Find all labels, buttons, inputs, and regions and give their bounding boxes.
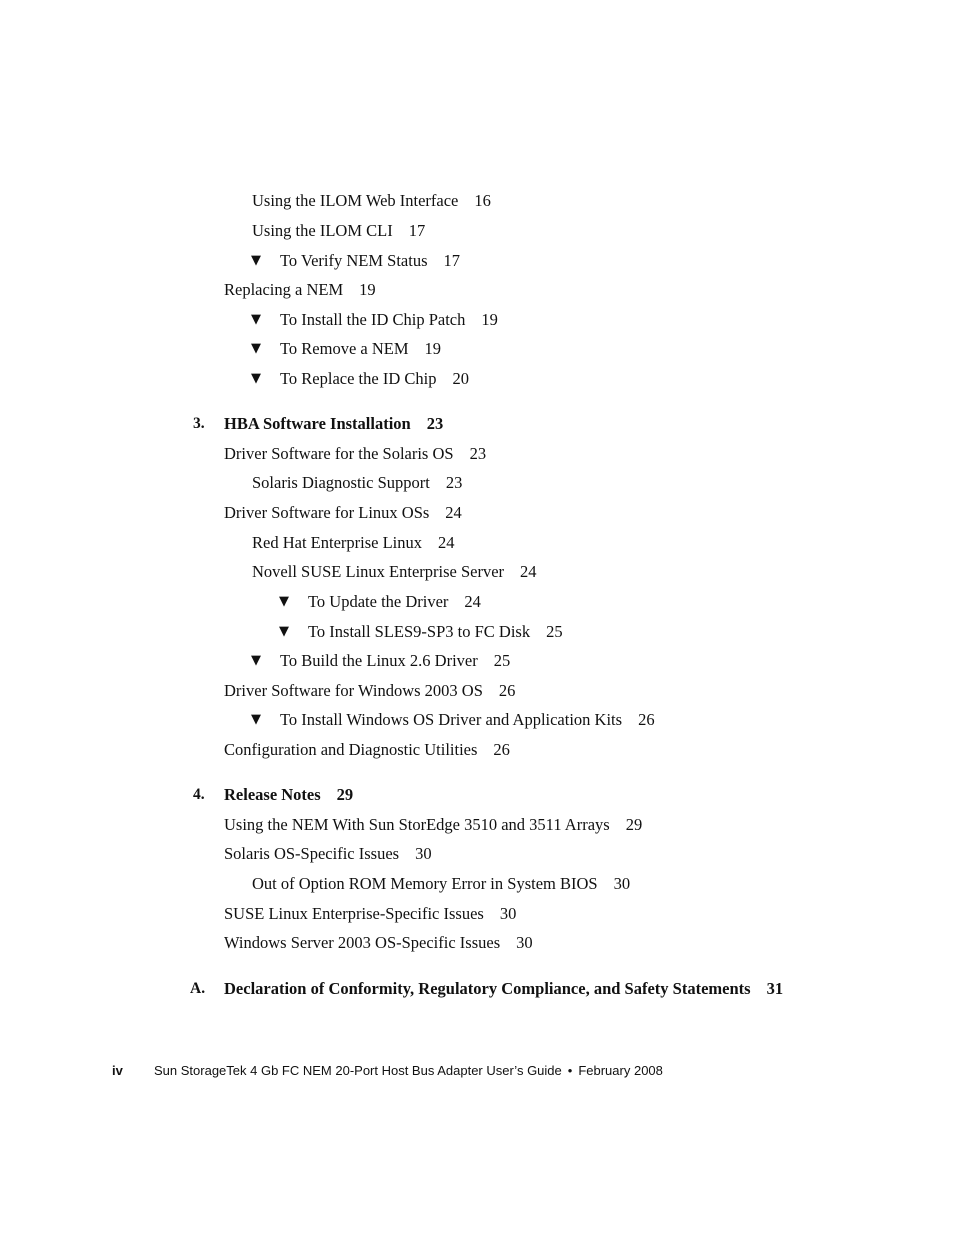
toc-entry[interactable] <box>280 310 498 330</box>
toc-entry-page: 24 <box>464 592 481 611</box>
toc-entry-page: 19 <box>359 280 376 299</box>
toc-entry-title: Solaris Diagnostic Support <box>252 473 430 492</box>
toc-entry-title: Release Notes <box>224 785 321 804</box>
toc-entry[interactable] <box>252 874 630 894</box>
toc-entry[interactable] <box>252 562 537 582</box>
toc-entry-title: To Install Windows OS Driver and Application Kits <box>280 710 623 729</box>
page-footer <box>112 1062 663 1080</box>
procedure-triangle-icon: ▼ <box>251 312 261 327</box>
toc-entry-title: Red Hat Enterprise Linux <box>252 533 422 552</box>
procedure-triangle-icon: ▼ <box>251 341 261 356</box>
toc-entry-page: 29 <box>336 785 354 804</box>
publication-date: February 2008 <box>578 1063 663 1078</box>
toc-entry-page: 30 <box>613 874 631 893</box>
toc-entry[interactable] <box>308 592 481 612</box>
toc-entry-title: Replacing a NEM <box>224 280 344 299</box>
toc-entry-title: Using the ILOM CLI <box>252 221 393 240</box>
toc-entry-title: To Install SLES9-SP3 to FC Disk <box>308 622 531 641</box>
procedure-triangle-icon: ▼ <box>251 712 261 727</box>
toc-entry-title: Driver Software for the Solaris OS <box>224 444 454 463</box>
toc-entry-page: 23 <box>469 444 487 463</box>
toc-entry[interactable] <box>252 191 491 211</box>
toc-chapter-entry[interactable] <box>224 414 443 434</box>
toc-entry[interactable] <box>224 280 376 300</box>
toc-entry-title: Driver Software for Linux OSs <box>224 503 430 522</box>
procedure-triangle-icon: ▼ <box>251 653 261 668</box>
toc-entry-page: 19 <box>424 339 442 358</box>
toc-entry[interactable] <box>280 710 655 730</box>
toc-entry[interactable] <box>280 651 510 671</box>
toc-entry[interactable] <box>224 740 510 760</box>
toc-entry-page: 30 <box>516 933 533 952</box>
toc-entry-page: 30 <box>499 904 517 923</box>
bullet-separator: • <box>567 1063 573 1078</box>
toc-entry[interactable] <box>308 622 563 642</box>
toc-entry-page: 23 <box>445 473 463 492</box>
toc-entry-title: Novell SUSE Linux Enterprise Server <box>252 562 505 581</box>
toc-entry-page: 30 <box>415 844 432 863</box>
procedure-triangle-icon: ▼ <box>279 624 289 639</box>
page-number: iv <box>112 1063 123 1078</box>
toc-entry-title: Solaris OS-Specific Issues <box>224 844 400 863</box>
toc-entry-page: 24 <box>520 562 537 581</box>
toc-entry[interactable] <box>280 369 469 389</box>
toc-entry[interactable] <box>252 473 462 493</box>
chapter-number: 3. <box>193 415 205 432</box>
toc-entry-page: 26 <box>493 740 510 759</box>
toc-entry-title: Configuration and Diagnostic Utilities <box>224 740 478 759</box>
toc-entry-page: 16 <box>474 191 491 210</box>
toc-entry[interactable] <box>224 844 432 864</box>
toc-entry-page: 23 <box>426 414 444 433</box>
procedure-triangle-icon: ▼ <box>251 371 261 386</box>
toc-entry-page: 26 <box>498 681 516 700</box>
toc-entry-title: Using the ILOM Web Interface <box>252 191 459 210</box>
toc-entry-title: Driver Software for Windows 2003 OS <box>224 681 483 700</box>
toc-entry-page: 24 <box>445 503 462 522</box>
toc-entry-page: 19 <box>481 310 498 329</box>
chapter-number: 4. <box>193 786 205 803</box>
toc-entry-title: To Remove a NEM <box>280 339 409 358</box>
book-title: Sun StorageTek 4 Gb FC NEM 20-Port Host Bus Adapter User’s Guide <box>154 1063 562 1078</box>
toc-entry-title: To Verify NEM Status <box>280 251 428 270</box>
toc-entry[interactable] <box>224 444 486 464</box>
toc-appendix-entry[interactable] <box>224 979 783 999</box>
toc-entry-page: 29 <box>625 815 643 834</box>
toc-entry-page: 17 <box>443 251 460 270</box>
toc-entry[interactable] <box>280 251 460 271</box>
toc-entry-page: 25 <box>546 622 563 641</box>
toc-entry-title: To Install the ID Chip Patch <box>280 310 466 329</box>
toc-entry-page: 20 <box>452 369 469 388</box>
toc-entry[interactable] <box>224 681 515 701</box>
toc-entry-title: HBA Software Installation <box>224 414 411 433</box>
procedure-triangle-icon: ▼ <box>251 253 261 268</box>
toc-entry-title: Using the NEM With Sun StorEdge 3510 and 3511 Arrays <box>224 815 610 834</box>
toc-entry-page: 31 <box>766 979 784 998</box>
toc-entry-title: SUSE Linux Enterprise-Specific Issues <box>224 904 484 923</box>
toc-entry[interactable] <box>224 933 533 953</box>
toc-entry-title: Out of Option ROM Memory Error in System BIOS <box>252 874 598 893</box>
toc-entry-title: To Update the Driver <box>308 592 449 611</box>
toc-entry-title: Windows Server 2003 OS-Specific Issues <box>224 933 501 952</box>
toc-entry-page: 26 <box>638 710 655 729</box>
toc-entry[interactable] <box>252 221 425 241</box>
toc-entry[interactable] <box>224 815 642 835</box>
toc-entry-page: 24 <box>438 533 455 552</box>
toc-chapter-entry[interactable] <box>224 785 353 805</box>
toc-entry-title: To Build the Linux 2.6 Driver <box>280 651 478 670</box>
toc-entry-title: Declaration of Conformity, Regulatory Compliance, and Safety Statements <box>224 979 751 998</box>
toc-entry-page: 17 <box>408 221 426 240</box>
toc-entry[interactable] <box>280 339 441 359</box>
toc-entry-page: 25 <box>493 651 511 670</box>
toc-entry-title: To Replace the ID Chip <box>280 369 437 388</box>
appendix-letter: A. <box>190 980 206 997</box>
toc-entry[interactable] <box>224 904 516 924</box>
toc-entry[interactable] <box>252 533 455 553</box>
procedure-triangle-icon: ▼ <box>279 594 289 609</box>
toc-entry[interactable] <box>224 503 462 523</box>
